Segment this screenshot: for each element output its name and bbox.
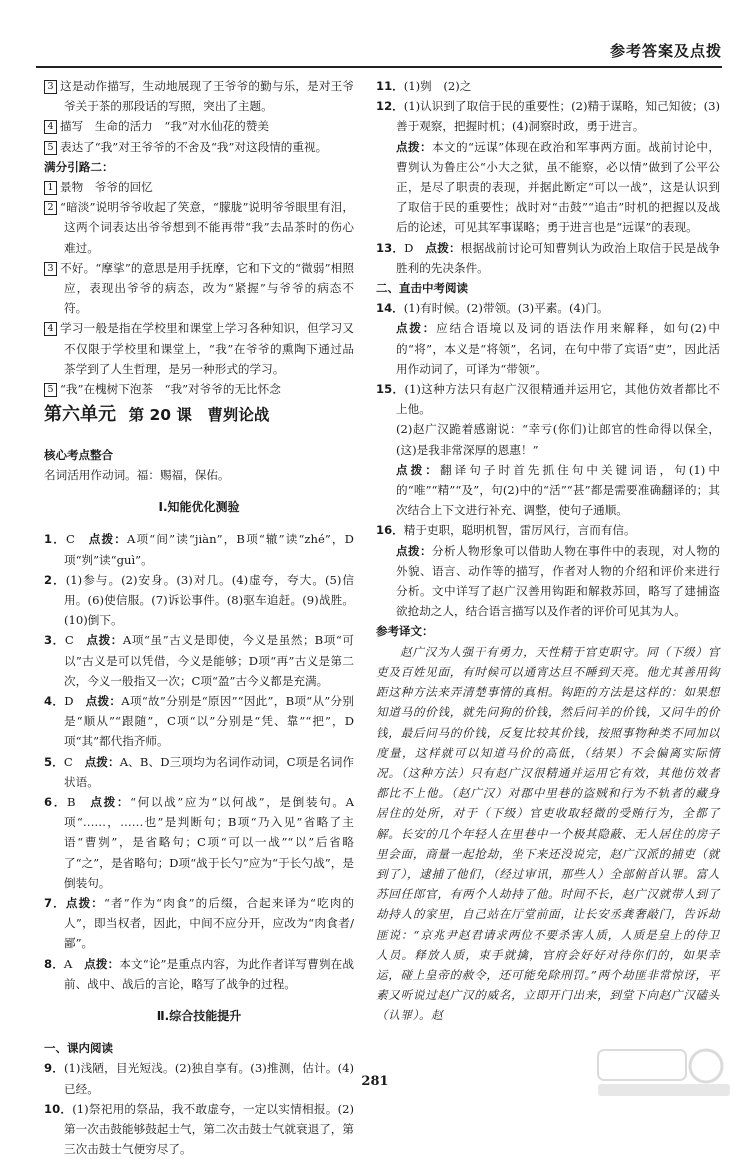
answer-item [376,96,720,136]
section-one-heading: Ⅰ.知能优化测验 [158,500,240,515]
item-number-box: 4 [44,322,57,336]
item-number-box: 3 [44,262,57,276]
item-text: (1)祭祀用的祭品，我不敢虚夸，一定以实情相报。(2)第一次击鼓能够鼓起士气，第二次击鼓士气就衰退了，第三次击鼓士气便穷尽了。 [64,1101,354,1157]
item-answer: C [63,754,85,769]
answer-item [44,379,354,399]
answer-item [44,529,354,569]
item-text: 学习一般是指在学校里和课堂上学习各种知识，但学习又不仅限于学校里和课堂上，“我”在爷爷的熏陶下通过品茶学到了人生哲理，是另一种形式的学习。 [60,321,354,376]
item-number: 1． [44,532,66,547]
core-text: 名词活用作动词。福：赐福，保佑。 [44,467,230,482]
item-number-box: 4 [44,120,57,134]
part-two-heading: 二、直击中考阅读 [376,281,468,296]
answer-item [376,137,720,238]
item-text: (1)认识到了取信于民的重要性；(2)精于谋略，知己知彼；(3)善于观察，把握时机；(4)洞察时政，勇于进言。 [396,99,720,134]
answer-item [376,76,720,96]
tip-label: 点拨： [88,532,128,547]
answer-item [44,1099,354,1159]
item-number: 7． [44,896,66,911]
answer-item [376,520,720,540]
item-number: 8． [44,956,64,971]
answer-item [44,792,354,893]
item-text: 不好。“摩挲”的意思是用手抚摩，它和下文的“微弱”相照应，表现出爷爷的病态，改为“紧握”与爷爷的病态不符。 [60,260,354,316]
header-rule [36,66,722,68]
answer-item [376,379,720,419]
item-text: 翻译句子时首先抓住句中关键词语，句(1)中的“唯”“精”“及”，句(2)中的“活”“甚”都是需要准确翻译的；其次结合上下文进行补充、调整，使句子通顺。 [396,462,720,518]
item-number: 2． [44,572,66,587]
item-text: “我”在槐树下泡茶 “我”对爷爷的无比怀念 [60,382,281,397]
item-number: 14． [376,301,404,316]
item-number: 13． [376,240,405,255]
answer-item [376,460,720,521]
item-number-box: 3 [44,80,57,94]
unit-heading: 第六单元 [44,404,116,426]
item-text: 本文“论”是重点内容，为此作者详写曹刿在战前、战中、战后的言论，略写了战争的过程。 [64,956,354,991]
item-text: “暗淡”说明爷爷收起了笑意，“朦胧”说明爷爷眼里有泪，这两个词表达出爷爷想到不能再带“我”去品茶时的伤心难过。 [60,200,354,255]
item-number: 9． [44,1061,65,1076]
section-two-heading: Ⅱ.综合技能提升 [156,1009,242,1024]
item-text: 本文的“远谋”体现在政治和军事两方面。战前讨论中，曹刿认为鲁庄公“小大之狱，虽不能察，必以情”做到了公平公正，是尽了职责的表现，并据此断定“可以一战”，这是认识到了取信于民的重要性；战时对“击鼓”“追击”时机的把握以及战后的论述，可见其军事谋略；勇于进言也是“远谋”的表现。 [396,139,720,235]
lesson-heading: 第 20 课 曹刿论战 [128,406,270,425]
answer-item [44,318,354,379]
answer-list-right-2 [376,298,720,621]
answer-item [44,258,354,319]
tip-label: 点拨： [84,956,120,971]
answer-item [376,238,720,278]
item-text: 景物 爷爷的回忆 [60,180,153,195]
item-text: “者”作为“肉食”的后缀，合起来译为“吃肉的人”，即当权者，因此，中间不应分开，应改为“肉食者/鄙”。 [64,896,354,951]
item-text: “何以战”应为“以何战”，是倒装句。A项“……，……也”是判断句；B项“乃入见”省略了主语“曹刿”，是省略句；C项“可以一战”“以”后省略了“之”，是省略句；D项“战于长勺”应为“于长勺战”，是倒装句。 [64,795,354,890]
item-number-box: 5 [44,141,57,155]
answer-item [44,954,354,994]
item-text: (1)刿 (2)之 [403,79,472,93]
tip-label: 点拨： [86,633,123,648]
part-one-heading: 一、课内阅读 [44,1041,113,1056]
item-number: 4． [44,693,65,708]
item-text: 这是动作描写，生动地展现了王爷爷的勤与乐，是对王爷爷关于茶的那段话的写照，突出了主题。 [60,79,354,114]
item-number: 15． [376,382,405,397]
item-text: A项“故”分别是“原因”“因此”，B项“从”分别是“顺从”“跟随”，C项“以”分别是“凭、靠”“把”，D项“其”都代指齐师。 [64,693,355,749]
tip-label: 点拨： [396,139,432,154]
item-text: A项“间”读“jiàn”，B项“辙”读“zhé”，D项“刿”读“guì”。 [64,532,354,567]
item-number: 6． [44,795,67,809]
answer-item [44,197,354,258]
item-number: 11． [376,79,404,93]
reference-translation: 赵广汉为人强干有勇力，天性精于官吏职守。同（下级）官吏及百姓见面，有时候可以通宵达旦不睡到天亮。他尤其善用钩距这种方法来弄清楚事情的真相。钩距的方法是这样的：如果想知道马的价钱，就先问狗的价钱，然后问羊的价钱，又问牛的价钱，最后问马的价钱，反复比较其价钱，按照事物种类不同加以度量，这样就可以知道马价的高低，（结果）不会偏离实际情况。（这种方法）只有赵广汉很精通并运用它有效，其他仿效者都比不上他。（赵广汉）对郡中里巷的盗贼和行为不轨者的藏身居住的处所，对于（下级）官吏收取轻微的受贿行为，全都了解。长安的几个年轻人在里巷中一个极其隐蔽、无人居住的房子里会面，商量一起抢劫，坐下来还没说完，赵广汉派的捕吏（就到了），逮捕了他们，（经过审讯，那些人）全部俯首认罪。富人苏回任郎官，有两个人劫持了他。时间不长，赵广汉就带人到了劫持人的家里，自己站在厅堂前面，让长安丞龚奢敲门，告诉劫匪说：“京兆尹赵君请求两位不要杀害人质，人质是皇上的侍卫人员。释放人质，束手就擒，官府会好好对待你们的，如果幸运，碰上皇帝的赦令，还可能免除刑罚。”两个劫匪非常惊讶，平素又听说过赵广汉的威名，立即开门出来，到堂下向赵广汉磕头（认罪）。赵 [376,644,720,1023]
item-text: 表达了“我”对王爷爷的不舍及“我”对这段情的重视。 [60,139,328,154]
tip-label: 点拨： [396,462,440,477]
right-column [376,76,720,1026]
answer-item [44,76,354,116]
item-number-box: 5 [44,383,57,397]
watermark-logo [594,1046,734,1098]
answer-item [44,570,354,631]
answer-item [44,752,354,792]
item-number: 3． [44,633,65,648]
answer-item [376,541,720,622]
answer-list-route2 [44,177,354,399]
tip-label: 点拨： [396,321,437,336]
item-text: (2)赵广汉跪着感谢说：“幸亏(你们)让郎官的性命得以保全，(这)是我非常深厚的恩惠！” [396,422,720,457]
item-text: (1)参与。(2)安身。(3)对几。(4)虚夸，夸大。(5)信用。(6)使信服。(7)诉讼事件。(8)驱车追赶。(9)战胜。(10)倒下。 [64,572,354,628]
answer-item [376,419,720,459]
item-number: 10． [44,1101,73,1116]
answer-item [44,630,354,691]
item-answer: A [63,956,85,971]
answer-item [44,137,354,157]
item-text: 分析人物形象可以借助人物在事件中的表现，对人物的外貌、语言、动作等的描写，作者对人物的介绍和评价来进行分析。文中详写了赵广汉善用钩距和解救苏回，略写了建捕盗欲抢劫之人，结合语言描写以及作者的评价可见其为人。 [396,543,720,619]
tip-label: 点拨： [90,795,131,809]
answer-item [376,298,720,318]
item-text: 描写 生命的活力 “我”对水仙花的赞美 [60,119,269,134]
tip-label: 点拨： [84,754,120,769]
core-heading: 核心考点整合 [44,447,113,462]
reference-translation-heading: 参考译文： [376,624,434,639]
tip-label: 点拨： [396,543,433,558]
answer-item [44,691,354,752]
answer-list-pre [44,76,354,157]
left-column [44,76,354,1159]
running-header: 参考答案及点拨 [609,42,722,60]
tip-label: 点拨： [65,896,104,911]
item-answer: B [66,795,91,809]
item-text: A、B、D三项均为名词作动词，C项是名词作状语。 [64,754,354,789]
item-number-box: 1 [44,181,57,195]
item-number: 16． [376,523,404,538]
item-text: (1)有时候。(2)带领。(3)平素。(4)门。 [403,301,609,316]
item-number-box: 2 [44,201,57,215]
item-text: A项“虽”古义是即使，今义是虽然；B项“可以”古义是可以凭借，今义是能够；D项“再”古义是第二次，今义一般指又一次；C项“盈”古今义都是充满。 [64,633,354,688]
answer-item [376,318,720,379]
answer-item [44,116,354,136]
route-two-heading: 满分引路二： [44,159,114,174]
question-list [44,529,354,994]
item-text: 应结合语境以及词的语法作用来解释，如句(2)中的“将”，本义是“将领”，名词，在句中带了宾语“吏”，因此活用作动词了，可译为“带领”。 [396,321,720,376]
page-number: 281 [361,1074,389,1089]
item-number: 12． [376,99,404,114]
answer-list-right [376,76,720,278]
item-answer: C [65,532,89,547]
item-text: 精于吏职，聪明机智，雷厉风行，言而有信。 [403,523,636,538]
answer-item [44,893,354,954]
item-text: 根据战前讨论可知曹刿认为政治上取信于民是战争胜利的先决条件。 [396,240,720,275]
item-answer: D [64,693,86,708]
item-answer: D [404,240,426,255]
item-answer: C [64,633,87,648]
item-text: (1)这种方法只有赵广汉很精通并运用它，其他仿效者都比不上他。 [396,382,720,417]
item-text: (1)浅陋，目光短浅。(2)独自享有。(3)推测，估计。(4)已经。 [64,1061,354,1096]
tip-label: 点拨： [425,240,461,255]
tip-label: 点拨： [85,693,122,708]
answer-item [44,177,354,197]
item-number: 5． [44,754,64,769]
